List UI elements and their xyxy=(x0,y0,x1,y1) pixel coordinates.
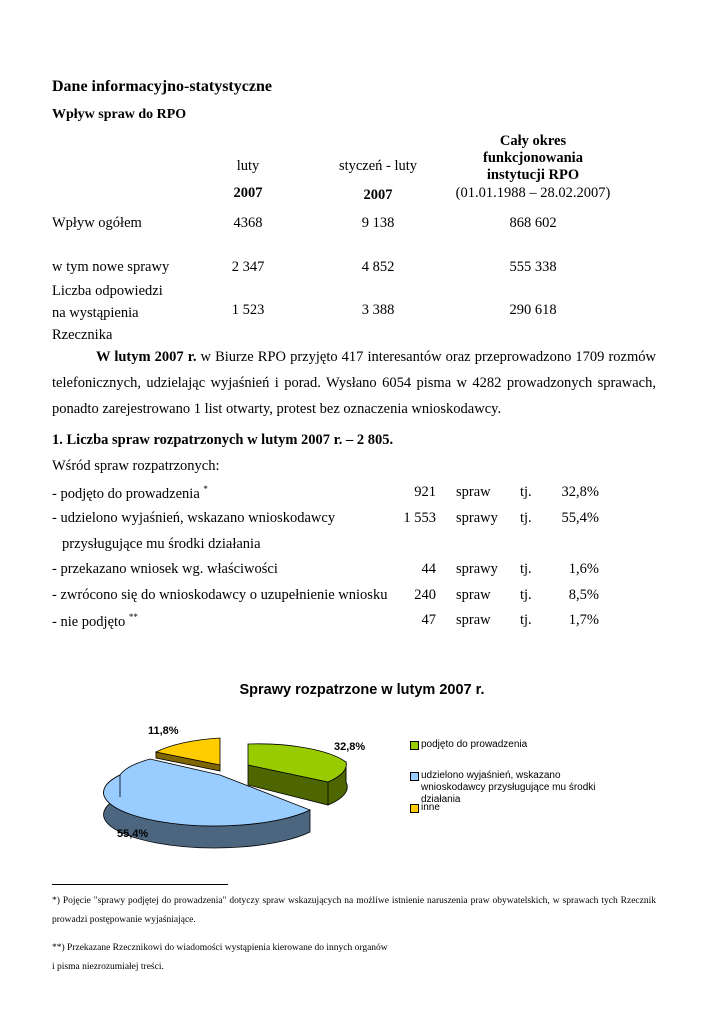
row-value: 4 852 xyxy=(361,259,395,275)
legend-item-label: inne xyxy=(421,802,440,813)
list-item-tj: tj. xyxy=(520,612,532,628)
page-heading: Dane informacyjno-statystyczne xyxy=(52,78,272,95)
list-item-tj: tj. xyxy=(520,484,532,500)
list-item-pct: 32,8% xyxy=(561,484,599,500)
pie-label-podjeto: 32,8% xyxy=(334,741,366,753)
footnote-divider xyxy=(52,884,228,885)
summary-paragraph xyxy=(52,344,656,422)
list-item-label: - podjęto do prowadzenia * xyxy=(52,484,208,502)
col3-header: Cały okres funkcjonowania instytucji RPO (01.01.1988 – 28.02.2007) xyxy=(455,133,611,201)
list-item-count: 240 xyxy=(414,587,436,603)
section-intro: Wśród spraw rozpatrzonych: xyxy=(52,458,220,474)
row-label: w tym nowe sprawy xyxy=(52,259,170,275)
list-item-unit: spraw xyxy=(456,587,491,603)
list-item-pct: 1,7% xyxy=(568,612,599,628)
list-item-tj: tj. xyxy=(520,561,532,577)
legend-swatch xyxy=(410,772,419,781)
list-item-label: - udzielono wyjaśnień, wskazano wnioskodawcy xyxy=(52,510,336,526)
row-value: 555 338 xyxy=(509,259,557,275)
row-value: 1 523 xyxy=(231,302,265,318)
list-item-pct: 8,5% xyxy=(568,587,599,603)
chart-title: Sprawy rozpatrzone w lutym 2007 r. xyxy=(239,682,485,698)
row-value: 868 602 xyxy=(509,215,557,231)
list-item-count: 47 xyxy=(421,612,436,628)
footnote-1: *) Pojęcie "sprawy podjętej do prowadzenia" dotyczy spraw wskazujących na możliwe istnienie naruszenia praw obywatelskich, w sprawach tych Rzecznik prowadzi postępowanie wyjaśniające. xyxy=(52,896,656,925)
list-item-count: 1 553 xyxy=(403,510,436,526)
paragraph-lead: W lutym 2007 r. xyxy=(96,349,197,365)
legend-swatch xyxy=(410,741,419,750)
page-subheading: Wpływ spraw do RPO xyxy=(52,107,187,122)
paragraph-text: w Biurze RPO przyjęto 417 interesantów oraz przeprowadzono 1709 rozmów telefonicznych, udzielając wyjaśnień i porad. Wysłano 6054 pisma w 4282 prowadzonych sprawach, ponadto zarejestrowano 1 list otwarty, protest bez oznaczenia wnioskodawcy. xyxy=(52,349,656,417)
row-label: Wpływ ogółem xyxy=(52,215,142,231)
list-item-label: - przekazano wniosek wg. właściwości xyxy=(52,561,278,577)
col2-year: 2007 xyxy=(363,187,393,203)
row-value: 2 347 xyxy=(231,259,265,275)
list-item-pct: 1,6% xyxy=(568,561,599,577)
list-item-unit: sprawy xyxy=(456,561,498,577)
col1-header: luty xyxy=(236,158,260,174)
list-item-count: 44 xyxy=(421,561,436,577)
legend-item-label: podjęto do prowadzenia xyxy=(421,739,528,750)
footnote-2: **) Przekazane Rzecznikowi do wiadomości wystąpienia kierowane do innych organów i pisma niezrozumiałej treści. xyxy=(52,943,388,972)
col2-header: styczeń - luty xyxy=(338,158,418,174)
list-item-unit: sprawy xyxy=(456,510,498,526)
list-item-tj: tj. xyxy=(520,587,532,603)
row-value: 4368 xyxy=(233,215,263,231)
col1-year: 2007 xyxy=(233,185,263,201)
list-item-pct: 55,4% xyxy=(561,510,599,526)
list-item-label: - nie podjęto ** xyxy=(52,612,138,630)
pie-label-inne: 11,8% xyxy=(148,725,179,737)
list-item-label-cont: przysługujące mu środki działania xyxy=(62,536,261,552)
legend-item-label: udzielono wyjaśnień, wskazano wnioskodawcy przysługujące mu środki działania xyxy=(421,770,596,805)
list-item-tj: tj. xyxy=(520,510,532,526)
row-value: 9 138 xyxy=(361,215,395,231)
list-item-label: - zwrócono się do wnioskodawcy o uzupełnienie wniosku xyxy=(52,587,388,603)
legend-swatch xyxy=(410,804,419,813)
list-item-count: 921 xyxy=(414,484,436,500)
list-item-unit: spraw xyxy=(456,612,491,628)
pie-label-udzielono: 55,4% xyxy=(117,828,149,840)
row-value: 3 388 xyxy=(361,302,395,318)
row-value: 290 618 xyxy=(509,302,557,318)
list-item-unit: spraw xyxy=(456,484,491,500)
section-title: 1. Liczba spraw rozpatrzonych w lutym 2007 r. – 2 805. xyxy=(52,432,394,448)
row-label: Liczba odpowiedzi na wystąpienia Rzecznika xyxy=(52,283,163,343)
